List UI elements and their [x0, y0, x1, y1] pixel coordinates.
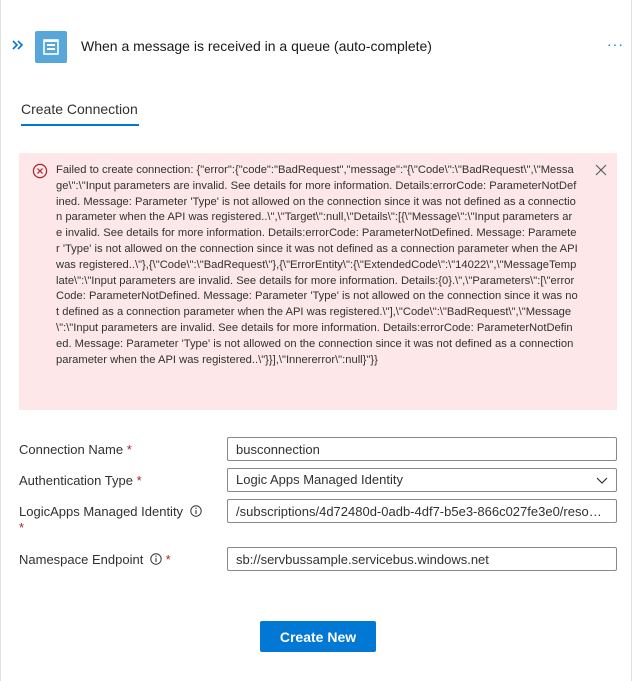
service-bus-queue-icon: [35, 31, 67, 63]
connection-name-label: [19, 442, 132, 457]
connection-name-input[interactable]: [227, 437, 617, 461]
info-icon[interactable]: [150, 553, 162, 565]
auth-type-label-text: Authentication Type: [19, 473, 133, 488]
header: [1, 0, 632, 92]
auth-type-label: [19, 473, 142, 488]
tab-active-indicator: [21, 124, 139, 126]
error-message-text: Failed to create connection: {"error":{"code":"BadRequest","message":"{\"Code\":\"BadRequest\",\"Message\":\"Input parameters are invalid. See details for more information. Details:errorCode: ParameterNotDefined. Message: Parameter 'Type' is not allowed on the connection since it was not defined as a connection parameter when the API was registered..\",\"Target\":null,\"Details\":[{\"Message\":\"Input parameters are invalid. See details for more information. Details:errorCode: ParameterNotDefined. Message: Parameter 'Type' is not allowed on the connection since it was not defined as a connection parameter when the API was registered..\"},{\"Code\":\"BadRequest\"},{\"ErrorEntity\":{\"ExtendedCode\":\"14022\",\"MessageTemplate\":\"Input parameters are invalid. See details for more information. Details:{0}.\",\"Parameters\":[\"errorCode: ParameterNotDefined. Message: Parameter 'Type' is not allowed on the connection since it was not defined as a connection parameter when the API was registered.\"],\"Code\":\"BadRequest\",\"Message\":\"Input parameters are invalid. See details for more information. Details:errorCode: ParameterNotDefined. Message: Parameter 'Type' is not allowed on the connection since it was not defined as a connection parameter when the API was registered..\"}}],\"Innererror\":null}"}}: [56, 164, 578, 366]
managed-identity-label-text: LogicApps Managed Identity: [19, 504, 184, 519]
auth-type-selected-value: Logic Apps Managed Identity: [236, 472, 403, 487]
error-circle-icon: [32, 163, 48, 179]
namespace-endpoint-label-text: Namespace Endpoint: [19, 552, 144, 567]
auth-type-dropdown[interactable]: [227, 468, 617, 492]
managed-identity-label: [19, 504, 202, 519]
managed-identity-input[interactable]: [227, 499, 617, 523]
close-icon[interactable]: [594, 163, 608, 177]
create-new-button[interactable]: Create New: [260, 621, 376, 652]
double-chevron-right-icon[interactable]: [11, 38, 27, 54]
namespace-endpoint-input[interactable]: [227, 547, 617, 571]
required-marker: *: [19, 520, 25, 535]
info-icon[interactable]: [190, 505, 202, 517]
ellipsis-icon[interactable]: ···: [607, 36, 624, 52]
connection-name-label-text: Connection Name: [19, 442, 124, 457]
required-marker: *: [165, 552, 171, 567]
chevron-down-icon: [596, 474, 608, 486]
operation-title: When a message is received in a queue (auto-complete): [81, 38, 432, 54]
required-marker: *: [136, 473, 142, 488]
error-message-bar: [19, 153, 617, 410]
namespace-endpoint-label: [19, 552, 171, 567]
required-marker: *: [126, 442, 132, 457]
tab-create-connection[interactable]: Create Connection: [21, 101, 138, 117]
